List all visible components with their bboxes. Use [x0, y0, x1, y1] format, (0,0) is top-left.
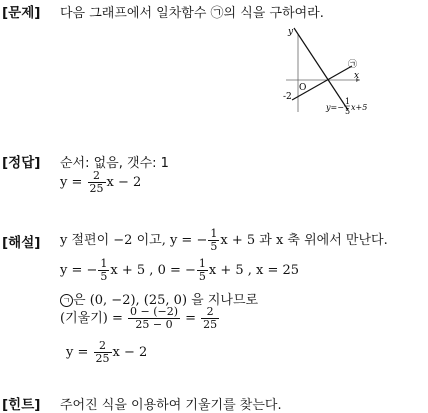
sol5-text-b: x − 2: [112, 345, 148, 360]
sol5-text-a: y =: [66, 345, 93, 360]
hint-text: 주어진 식을 이용하여 기울기를 찾는다.: [60, 398, 282, 413]
x-axis-label: x: [354, 71, 360, 81]
sol3-text: 은 (0, −2), (25, 0) 을 지나므로: [73, 293, 259, 308]
sol2-fraction-2: [197, 258, 208, 283]
x-intercept-label: -2: [283, 92, 292, 102]
solution-line-4: [60, 306, 220, 331]
sol4-equals: =: [181, 311, 201, 326]
slope-result-fraction: [201, 306, 219, 331]
given-eq-tail: x+5: [351, 103, 368, 112]
hint-tag: [힌트]: [2, 397, 41, 413]
problem-text: 다음 그래프에서 일차함수 ㉠의 식을 구하여라.: [60, 6, 324, 21]
sol2-text-b: x + 5 , 0 = −: [110, 263, 196, 278]
sol1-fraction: [208, 228, 219, 253]
origin-label: O: [299, 83, 307, 93]
sol2-fraction-1: [98, 258, 109, 283]
gieuk-mark: ㄱ: [60, 294, 73, 307]
y-axis-label: y: [288, 27, 294, 37]
sol1-frac-den: 5: [210, 240, 218, 253]
answer-eq-tail: x − 2: [106, 175, 142, 190]
sol2-frac1-den: 5: [100, 270, 108, 283]
slope-frac-num: 0 − (−2): [129, 305, 178, 318]
sol5-frac-den: 25: [95, 352, 110, 365]
answer-equation: [60, 170, 141, 195]
sol1-text-b: x + 5 과 x 축 위에서 만난다.: [220, 233, 388, 248]
problem-tag: [문제]: [2, 5, 41, 21]
sol2-frac2-den: 5: [198, 270, 206, 283]
given-eq-den: 5: [345, 107, 351, 116]
answer-frac-den: 25: [89, 182, 104, 195]
sol5-fraction: [94, 340, 112, 365]
line-gieuk-label: ㉠: [348, 60, 358, 70]
line-graph: [276, 22, 376, 116]
solution-line-2: [60, 258, 299, 283]
solution-tag: [해설]: [2, 235, 41, 251]
sol2-frac2-num: 1: [198, 257, 206, 270]
answer-meta: 순서: 없음, 갯수: 1: [60, 156, 169, 171]
slope-result-den: 25: [203, 318, 218, 331]
sol2-text-a: y = −: [60, 263, 98, 278]
given-eq-num: 1: [345, 97, 351, 106]
slope-result-num: 2: [206, 305, 214, 318]
solution-line-5: [66, 340, 147, 365]
answer-tag: [정답]: [2, 155, 41, 171]
given-eq-lhs: y=−: [326, 103, 344, 112]
sol2-frac1-num: 1: [100, 257, 108, 270]
sol5-frac-num: 2: [99, 339, 107, 352]
sol4-text-a: (기울기) =: [60, 311, 127, 326]
answer-frac-num: 2: [93, 169, 101, 182]
answer-fraction: [88, 170, 106, 195]
answer-eq-lhs: y =: [60, 175, 87, 190]
solution-line-1: [60, 228, 388, 253]
given-line: [294, 28, 351, 110]
slope-fraction: [128, 306, 180, 331]
sol1-frac-num: 1: [210, 227, 218, 240]
slope-frac-den: 25 − 0: [128, 318, 180, 331]
sol1-text-a: y 절편이 −2 이고, y = −: [60, 233, 208, 248]
sol2-text-c: x + 5 , x = 25: [208, 263, 300, 278]
